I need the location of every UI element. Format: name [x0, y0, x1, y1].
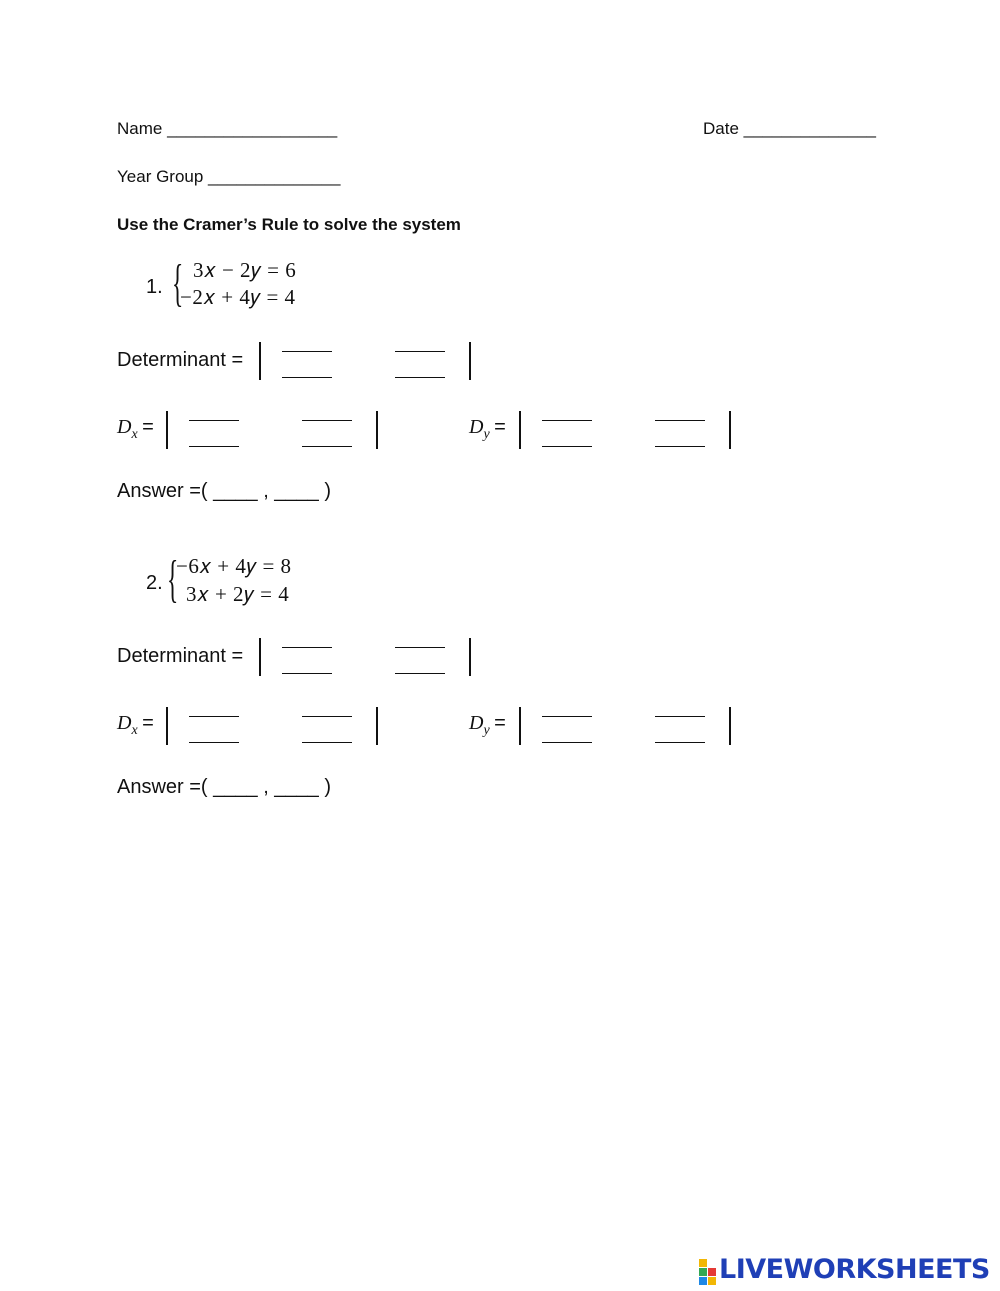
- blank-a11[interactable]: [542, 716, 592, 717]
- problem-1-answer[interactable]: Answer =( ____ , ____ ): [117, 480, 332, 502]
- problem-1-dx-label: $D_x$ =: [117, 416, 154, 442]
- problem-1-equation-1: 3𝑥 − 2𝑦 = 6: [193, 258, 297, 282]
- logo-square-yellow-2: [708, 1277, 716, 1285]
- year-group-field: [117, 167, 340, 187]
- date-field: [703, 119, 876, 139]
- blank-a21[interactable]: [542, 742, 592, 743]
- matrix-bar-right: [729, 411, 731, 449]
- matrix-bar-left: [166, 411, 168, 449]
- date-blank[interactable]: ______________: [743, 119, 877, 138]
- matrix-bar-right: [376, 707, 378, 745]
- instruction-text: Use the Cramer’s Rule to solve the system: [117, 215, 461, 234]
- matrix-bar-right: [469, 638, 471, 676]
- blank-a21[interactable]: [282, 673, 332, 674]
- matrix-bar-left: [259, 638, 261, 676]
- problem-2-number: 2.: [146, 572, 163, 594]
- blank-a22[interactable]: [395, 377, 445, 378]
- logo-square-green: [699, 1268, 707, 1276]
- logo-text: LIVEWORKSHEETS: [719, 1254, 990, 1285]
- blank-a22[interactable]: [302, 742, 352, 743]
- blank-a21[interactable]: [282, 377, 332, 378]
- name-label: Name: [117, 119, 168, 138]
- matrix-bar-right: [376, 411, 378, 449]
- blank-a11[interactable]: [282, 351, 332, 352]
- problem-2-determinant-label: Determinant =: [117, 645, 244, 667]
- problem-1-equation-2: −2𝑥 + 4𝑦 = 4: [180, 285, 296, 309]
- blank-a22[interactable]: [655, 742, 705, 743]
- problem-2-dx-label: $D_x$ =: [117, 712, 154, 738]
- logo-square-blue: [699, 1277, 707, 1285]
- matrix-bar-left: [259, 342, 261, 380]
- matrix-bar-left: [519, 707, 521, 745]
- problem-1-determinant-label: Determinant =: [117, 349, 244, 371]
- blank-a12[interactable]: [395, 351, 445, 352]
- problem-2-answer[interactable]: Answer =( ____ , ____ ): [117, 776, 332, 798]
- brace-icon: {: [172, 255, 184, 312]
- blank-a11[interactable]: [542, 420, 592, 421]
- blank-a12[interactable]: [655, 420, 705, 421]
- matrix-bar-right: [469, 342, 471, 380]
- date-label: Date: [703, 119, 744, 138]
- blank-a11[interactable]: [189, 420, 239, 421]
- problem-2-dy-label: $D_y$ =: [469, 712, 506, 738]
- logo-square-yellow: [699, 1259, 707, 1267]
- matrix-bar-left: [166, 707, 168, 745]
- blank-a21[interactable]: [189, 446, 239, 447]
- blank-a21[interactable]: [542, 446, 592, 447]
- blank-a12[interactable]: [395, 647, 445, 648]
- brace-icon: {: [167, 551, 179, 608]
- blank-a12[interactable]: [302, 420, 352, 421]
- matrix-bar-left: [519, 411, 521, 449]
- matrix-bar-right: [729, 707, 731, 745]
- year-group-label: Year Group: [117, 167, 209, 186]
- name-field: [117, 119, 337, 139]
- blank-a12[interactable]: [302, 716, 352, 717]
- year-group-blank[interactable]: ______________: [208, 167, 341, 186]
- problem-1-dy-label: $D_y$ =: [469, 416, 506, 442]
- blank-a12[interactable]: [655, 716, 705, 717]
- blank-a22[interactable]: [655, 446, 705, 447]
- logo-square-red: [708, 1268, 716, 1276]
- blank-a22[interactable]: [302, 446, 352, 447]
- name-blank[interactable]: __________________: [167, 119, 338, 138]
- blank-a22[interactable]: [395, 673, 445, 674]
- blank-a11[interactable]: [189, 716, 239, 717]
- blank-a21[interactable]: [189, 742, 239, 743]
- problem-2-equation-1: −6𝑥 + 4𝑦 = 8: [176, 554, 292, 578]
- problem-2-equation-2: 3𝑥 + 2𝑦 = 4: [186, 582, 290, 606]
- blank-a11[interactable]: [282, 647, 332, 648]
- problem-1-number: 1.: [146, 276, 163, 298]
